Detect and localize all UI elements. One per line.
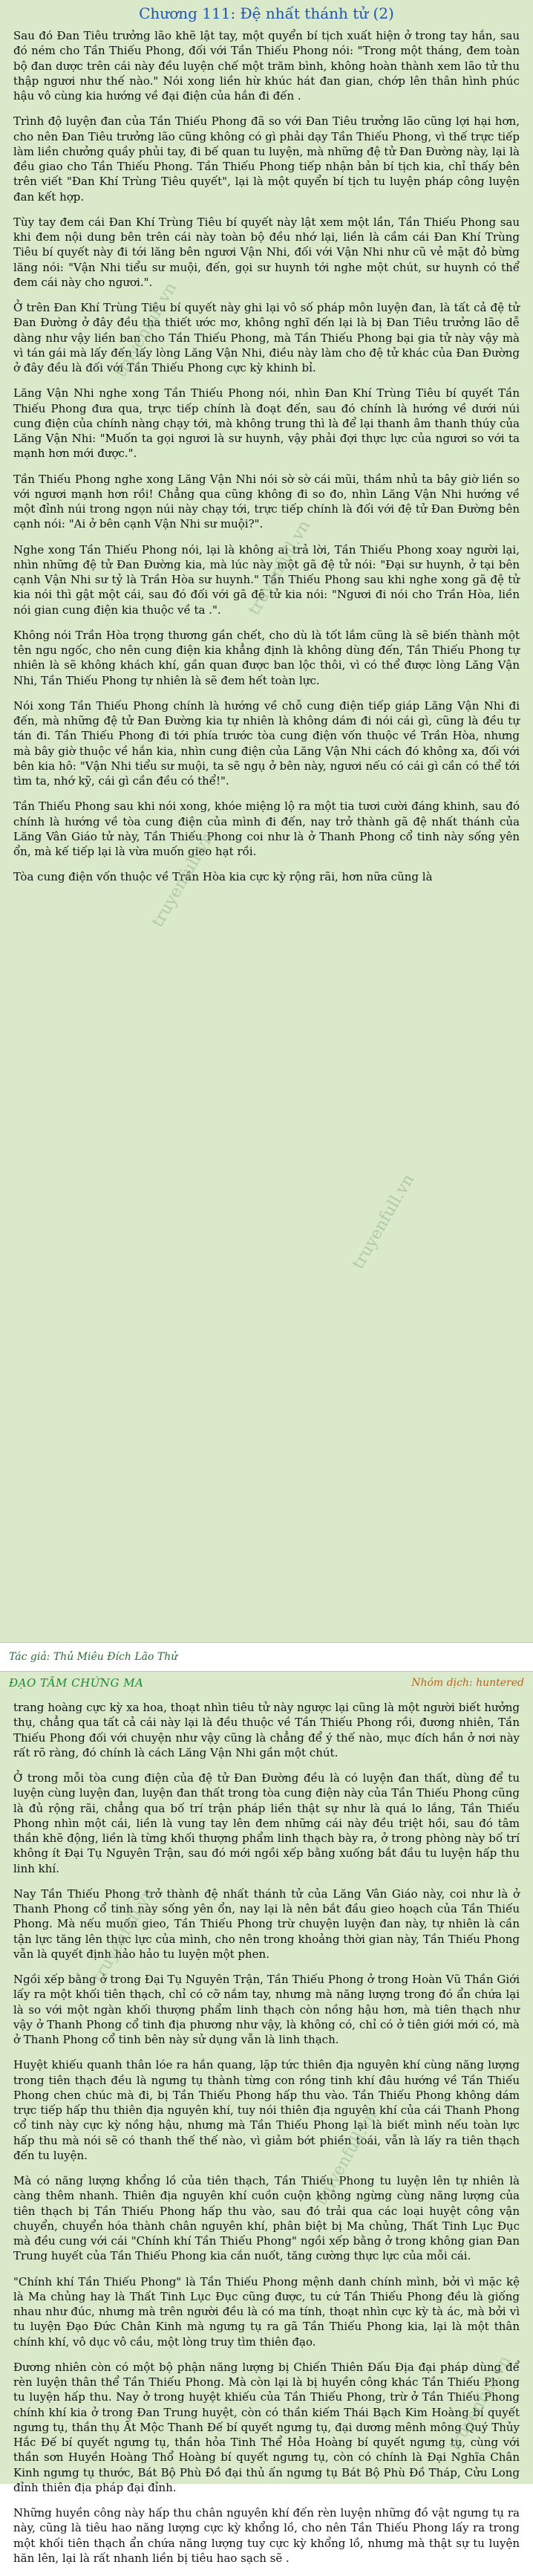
paragraph: Huyệt khiếu quanh thân lóe ra hắn quang, lặp tức thiên địa nguyên khí cùng năng lượng trong tiên thạch đều là ngưng tụ thành từng con rồng tinh khí đâu hướng về Tần Thiếu Phong chen chúc mà đi, bị Tần Thiếu Phong hấp thu vào. Tần Thiếu Phong không dám trực tiếp hấp thu thiên địa nguyên khí, tuy nói thiên địa nguyên khí của cái Thanh Phong cổ tinh này cực kỳ nồng hậu, nhưng mà Tần Thiếu Phong lại là biết mình nếu toàn lực hấp thu mà nói sẽ có thanh thế thế nào, vì giảm bớt phiền toái, vẫn là lấy ra tiên thạch đến tu luyện. <box>13 2058 520 2162</box>
watermark: truyenfull.vn <box>89 1884 159 1986</box>
paragraph: Sau đó Đan Tiêu trưởng lão khẽ lật tay, một quyển bí tịch xuất hiện ở trong tay hắn, sau đó ném cho Tần Thiếu Phong, đối với Tần Thiếu Phong nói: "Trong một tháng, đem toàn bộ đan dược trên cái này đều luyện chế một trăm bình, không hoàn thành xem lão tử thu thập ngươi như thế nào." Nói xong liền hừ khúc hát đan gian, chớp lên thân hình phúc hậu vô cùng kia hướng về đại điện của hắn đi đến . <box>13 29 520 103</box>
paragraph: Ở trên Đan Khí Trùng Tiêu bí quyết này ghi lại vô số pháp môn luyện đan, là tất cả đệ tử Đan Đường ở đây đều tha thiết ước mơ, không nghĩ đến lại là bị Đan Tiêu trưởng lão dễ dàng như vậy liền ban cho Tần Thiếu Phong, mà Tần Thiếu Phong bại gia tử này vậy mà vì tán gái mà lấy đến lấy lòng Lăng Vận Nhi, điều này làm cho đệ tử khác của Đan Đường ở đây đều là đối với Tần Thiếu Phong cực kỳ khinh bỉ. <box>13 301 520 374</box>
paragraph: Lăng Vận Nhi nghe xong Tần Thiếu Phong nói, nhìn Đan Khí Trùng Tiêu bí quyết Tần Thiếu Phong đưa qua, trực tiếp chính là đoạt đến, sau đó chính là hướng về dưới núi cung điện của chính nàng chạy tới, mà không trung thì là để lại thanh âm thanh thúy của Lăng Vận Nhi: "Muốn ta gọi ngươi là sư huynh, vậy phải đợi thực lực của ngươi so với ta mạnh hơn mới được.". <box>13 386 520 461</box>
paragraph: Nghe xong Tần Thiếu Phong nói, lại là không ai trả lời, Tần Thiếu Phong xoay người lại, nhìn những đệ tử Đan Đường kia, mà lúc này một gã đệ tử nói: "Đại sư huynh, ở tại bên cạnh Vận Nhi sư tỷ là Trần Hòa sư huynh." Tần Thiếu Phong sau khi nghe xong gã đệ tử kia nói thì gật một cái, sau đó đối với gã đệ tử kia nói: "Ngươi đi nói cho Trần Hòa, liền nói gian cung điện kia thuộc về ta .". <box>13 542 520 617</box>
paragraph: Nay Tần Thiếu Phong trở thành đệ nhất thánh tử của Lăng Vân Giáo này, coi như là ở Thanh Phong cổ tinh này sống yên ổn, nay lại là nên bắt đầu gieo hoạch của Tần Thiếu Phong. Mà nếu muốn gieo, Tần Thiếu Phong trừ chuyện luyện đan này, tự nhiên là cần tận lực tăng lên thực lực của mình, cho nên trong khoảng thời gian này, Tần Thiếu Phong vẫn là quyết định hảo hảo tu luyện một phen. <box>13 1886 520 1961</box>
paragraph: Tần Thiếu Phong sau khi nói xong, khóe miệng lộ ra một tia tươi cười đáng khinh, sau đó chính là hướng về tòa cung điện của mình đi đến, nay trở thành gã đệ nhất thánh của Lăng Vân Giáo tử này, Tần Thiếu Phong coi như là ở Thanh Phong cổ tinh này sống yên ổn, mà kế tiếp lại là vừa muốn gieo hạt rồi. <box>13 799 520 858</box>
paragraph: trang hoàng cực kỳ xa hoa, thoạt nhìn tiêu tử này ngược lại cũng là một người biết hưởng thụ, chẳng qua tất cả cái này lại là đều thuộc về Tần Thiếu Phong rồi, đương nhiên, Tần Thiếu Phong đối với chuyện như vậy cũng là chẳng để ý thế nào, mục đích hắn ở nơi này rất rõ ràng, đó chính là cách Lăng Vận Nhi gần một chút. <box>13 1701 520 1759</box>
paragraph: Ở trong mỗi tòa cung điện của đệ tử Đan Đường đều là có luyện đan thất, dùng để tu luyện cùng luyện đan, luyện đan thất trong tòa cung điện này của Tần Thiếu Phong cũng là đủ rộng rãi, chẳng qua bố trí trận pháp liền thật sự như là quá lo lắng, Tần Thiếu Phong nhìn một cái, liền là vung tay lên đem những cái này đều triệt hồi, sau đó tâm thần khẽ động, liền là từng khối thượng phẩm linh thạch bày ra, ở trong phòng này bố trí không ít Đại Tụ Nguyên Trận, sau đó mới ngồi xếp bằng xuống bắt đầu tu luyện hấp thu linh khí. <box>13 1771 520 1875</box>
paragraph: Không nói Trần Hòa trọng thương gần chết, cho dù là tốt lắm cũng là sẽ biến thành một tên ngu ngốc, cho nên cung điện kia khẳng định là không dùng đến, Tần Thiếu Phong tự nhiên là sẽ không khách khí, gần quan được ban lộc thôi, vì có thể được lòng Lăng Vận Nhi, Tần Thiếu Phong tự nhiên là sẽ đem hết toàn lực. <box>13 628 520 687</box>
author-line: Tác giả: Thủ Miêu Đích Lão Thử <box>9 1651 178 1663</box>
watermark: truyenfull.vn <box>445 2352 515 2454</box>
chapter-title: Chương 111: Đệ nhất thánh tử (2) <box>139 4 394 22</box>
watermark: truyenfull.vn <box>245 517 315 619</box>
watermark: truyenfull.vn <box>312 2107 382 2209</box>
book-header <box>0 1672 533 1694</box>
author-bar <box>0 1642 533 1672</box>
paragraph: Đương nhiên còn có một bộ phận năng lượng bị Chiến Thiên Đấu Địa đại pháp dùng để rèn luyện thân thể Tần Thiếu Phong. Mà còn lại là bị huyền công khác Tần Thiếu Phong tu luyện hấp thu. Nay ở trong huyệt khiếu của Tần Thiếu Phong, trừ ở Tần Thiếu Phong chính khí kia ở trong Đan Trung huyệt, còn có thần kiếm Thái Bạch Kim Hoàng bí quyết ngưng tụ, thần thụ Ất Mộc Thanh Đế bí quyết ngưng tụ, đại dương mênh mông Quý Thủy Hắc Đế bí quyết ngưng tụ, thần hỏa Tinh Thể Hỏa Hoàng bí quyết ngưng tụ, cùng với thần sơn Huyền Hoàng Thổ Hoàng bí quyết ngưng tụ, còn có chính là Đại Nghĩa Chân Kinh ngưng tụ thước, Bát Bộ Phù Đồ đại thủ ấn ngưng tụ Bát Bộ Phù Đồ Tháp, Cửu Long đỉnh thiên địa pháp đại đỉnh. <box>13 2360 520 2494</box>
book-title: ĐẠO TÂM CHỨNG MA <box>9 1676 144 1690</box>
translator-credit: Nhóm dịch: huntered <box>411 1677 524 1689</box>
paragraph: "Chính khí Tần Thiếu Phong" là Tần Thiếu Phong mệnh danh chính mình, bởi vì mặc kệ là Ma chủng hay là Thất Tinh Lục Đục cũng được, tu cứ Tần Thiếu Phong đều là giống nhau như đúc, nhưng mà trên người đều là có ma tính, thoạt nhìn cực kỳ tà ác, mà bởi vì tu luyện Đạo Đức Chân Kinh mà ngưng tụ ra gã Tần Thiếu Phong kia, lại là một thân chính khí, vô dục vô cầu, một lòng truy tìm thiên đạo. <box>13 2274 520 2349</box>
watermark: truyenfull.vn <box>148 829 218 931</box>
watermark: truyenfull.vn <box>349 1171 419 1273</box>
paragraph: Ngồi xếp bằng ở trong Đại Tụ Nguyên Trận, Tần Thiếu Phong ở trong Hoàn Vũ Thần Giới lấy ra một khối tiên thạch, chỉ có cỡ nắm tay, nhưng mà năng lượng trong đó ẩn chứa lại là so với một ngàn khối thượng phẩm linh thạch còn nồng hậu hơn, mà tiên thạch như vậy ở Thanh Phong cổ tinh địa phương như vậy, là không có, chỉ có ở tiên giới mới có, mà ở Thanh Phong cổ tinh bên này sử dụng vẫn là linh thạch. <box>13 1973 520 2046</box>
paragraph: Nói xong Tần Thiếu Phong chính là hướng về chỗ cung điện tiếp giáp Lăng Vận Nhi đi đến, mà những đệ tử Đan Đường kia tự nhiên là không dám đi nói cái gì, cũng là đều tự tán đi. Tần Thiếu Phong đi tới phía trước tòa cung điện vốn thuộc về Trần Hòa, nhưng mà bây giờ thuộc về hắn kia, nhìn cung điện của Lăng Vận Nhi cách đó không xa, đối với bên kia hô: "Vận Nhi tiểu sư muội, ta sẽ ngụ ở bên này, ngươi nếu có cái gì cần có thể tới tìm ta, nhớ kỹ, cái gì cần đều có thể!". <box>13 698 520 788</box>
paragraph: Tần Thiếu Phong nghe xong Lăng Vận Nhi nói sờ sờ cái mũi, thầm nhủ ta bây giờ liền so với ngươi mạnh hơn rồi! Chẳng qua cũng không đi so đo, nhìn Lăng Vận Nhi hướng về một đỉnh núi trong ngọn núi này chạy tới, trực tiếp chính là đối với đệ tử Đan Đường bên cạnh nói: "Ai ở bên cạnh Vận Nhi sư muội?". <box>13 472 520 531</box>
paragraph: Những huyền công này hấp thu chân nguyên khí đến rèn luyện những đồ vật ngưng tụ ra này, cũng là tiêu hao năng lượng cực kỳ khổng lồ, cho nên Tần Thiếu Phong lấy ra trong một khối tiên thạch ẩn chứa năng lượng tuy cực kỳ khổng lồ, nhưng mà thật sự tu luyện hăn lên, lại là rất nhanh liền bị tiêu hao sạch sẽ . <box>13 2506 520 2565</box>
paragraph: Trình độ luyện đan của Tần Thiếu Phong đã so với Đan Tiêu trưởng lão cũng lợi hại hơn, cho nên Đan Tiêu trưởng lão cũng không có gì phải dạy Tần Thiếu Phong, vì thế trực tiếp làm liền chưởng quầy phủi tay, đi bế quan tu luyện, mà những đệ tử Đan Đường này, lại là đều giao cho Tần Thiếu Phong. Tần Thiếu Phong tiếp nhận bản bí tịch kia, chỉ thấy bên trên viết "Đan Khí Trùng Tiêu quyết", lại là một quyển bí tịch tu luyện pháp công luyện đan kết hợp. <box>13 114 520 204</box>
paragraph: Tùy tay đem cái Đan Khí Trùng Tiêu bí quyết này lật xem một lần, Tần Thiếu Phong sau khi đem nội dung bên trên cái này toàn bộ đều nhớ lại, liền là cầm cái Đan Khí Trùng Tiêu bí quyết này đi tới lăng bên ngươi Vận Nhi, đối với Vận Nhi như cũ vẻ mặt đỏ bừng lăng nói: "Vận Nhi tiểu sư muội, đến, gọi sư huynh tới nghe một chút, sư huynh có thể đem cái này cho ngươi.". <box>13 215 520 289</box>
paragraph: Mà có năng lượng khổng lồ của tiên thạch, Tần Thiếu Phong tu luyện lên tự nhiên là càng thêm nhanh. Thiên địa nguyên khí cuồn cuộn không ngừng cùng năng lượng của tiên thạch bị Tần Thiếu Phong hấp thu vào, sau đó trải qua các loại huyệt công vận chuyển, chuyển hóa thành chân nguyên khí, phân biệt bị Ma chủng, Thất Tinh Lục Đục mà đều cung với cái "Chính khí Tần Thiếu Phong" ngồi xếp bằng ở trong không gian Đan Trung huyết của Tần Thiếu Phong kia cắn nuốt, tăng cường thực lực của mỗi cái. <box>13 2174 520 2263</box>
paragraph: Tòa cung điện vốn thuộc về Trần Hòa kia cực kỳ rộng rãi, hơn nữa cũng là <box>13 870 433 884</box>
watermark: truyenfull.vn <box>111 279 181 381</box>
